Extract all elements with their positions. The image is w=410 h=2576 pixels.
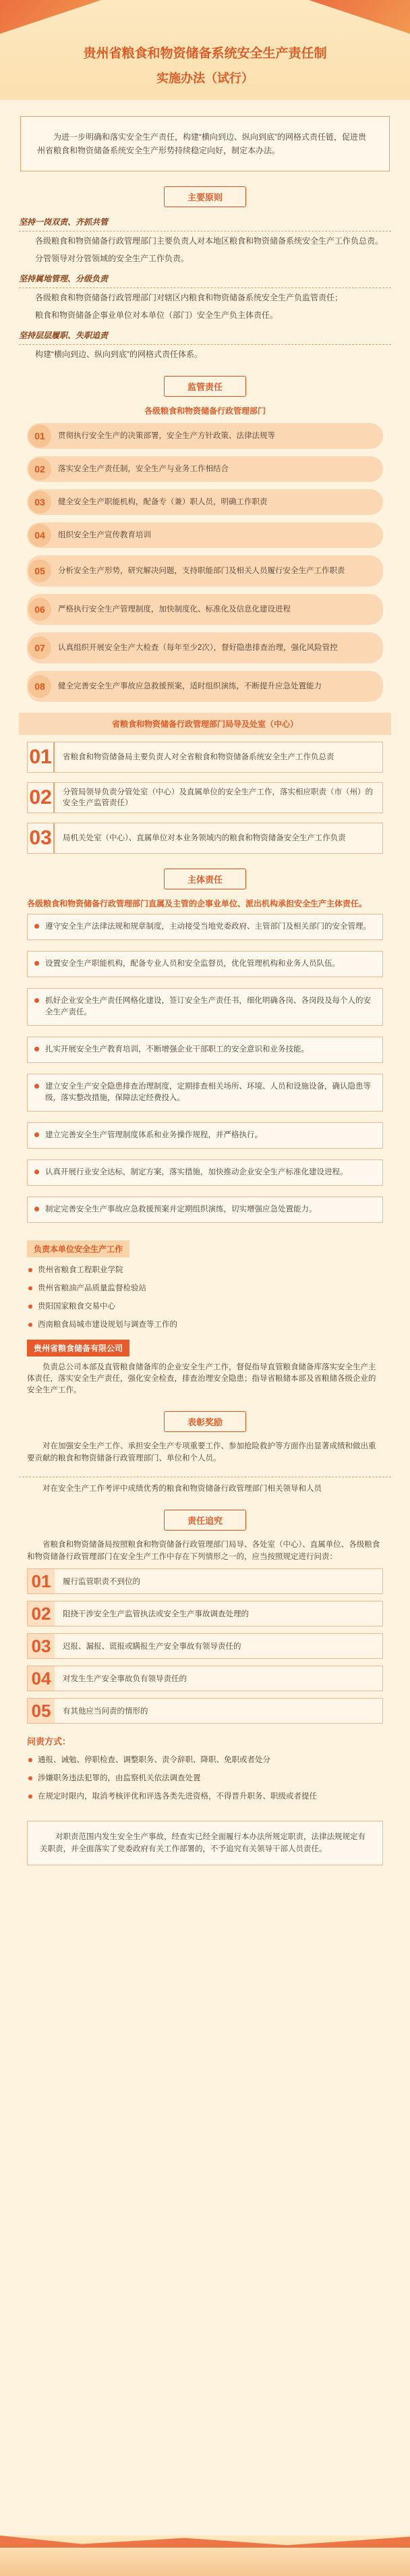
item-number: 03	[28, 491, 51, 514]
list-item: 制定完善安全生产事故应急救援预案并定期组织演练，切实增强应急处置能力。	[27, 1197, 383, 1223]
item-number: 05	[28, 1699, 55, 1723]
list-item	[27, 1568, 383, 1594]
page-title: 贵州省粮食和物资储备系统安全生产责任制	[83, 47, 327, 61]
final-note: 对职责范围内发生安全生产事故，经查实已经全面履行本办法所规定职责，法律法规规定有关职责，并全面落实了党委政府有关工作部署的，不予追究有关领导干部人员责任。	[27, 1821, 383, 1865]
awards-text: 对在加强安全生产工作、承担安全生产专项重要工作、参加抢险救护等方面作出显著成绩和做出重要贡献的粮食和物资储备行政管理部门、单位和个人员。	[27, 1442, 376, 1462]
list-item: 建立完善安全生产管理制度体系和业务操作规程，并严格执行。	[27, 1122, 383, 1149]
item-number: 01	[28, 424, 51, 447]
item-text: 对发生生产安全事故负有领导责任的	[63, 1675, 187, 1683]
list-item	[27, 423, 383, 449]
item-number: 07	[28, 636, 51, 659]
ways-list	[27, 1751, 383, 1806]
item-number: 08	[28, 675, 51, 698]
list-item	[27, 671, 383, 702]
item-text: 组织安全生产宣传教育培训	[58, 530, 151, 539]
supervision-subhead: 各级粮食和物资储备行政管理部门	[144, 406, 266, 416]
intro-box: 为进一步明确和落实安全生产责任，构建“横向到边、纵向到底”的网格式责任链，促进贵州省粮食和物资储备系统安全生产形势持续稳定向好，制定本办法。	[20, 116, 390, 171]
list-item: 在规定时限内，取消考核评优和评选各类先进资格，不得晋升职务、职级或者提任	[27, 1788, 383, 1806]
item-number: 04	[28, 524, 51, 547]
principle-item	[19, 329, 391, 361]
list-item	[27, 632, 383, 663]
main-resp-lead: 各级粮食和物资储备行政管理部门直属及主管的企事业单位、派出机构承担安全生产主体责任。	[27, 899, 368, 908]
item-text: 认真组织开展安全生产大检查（每年至少2次），督好隐患排查治理，强化风险管控	[58, 643, 338, 652]
footer-wave	[0, 2536, 410, 2548]
principle-heading: 坚持属地管理、分级负责	[19, 272, 391, 288]
item-text: 落实安全生产责任制，安全生产与业务工作相结合	[58, 464, 229, 473]
page-subtitle: 实施办法（试行）	[156, 72, 254, 85]
item-text: 履行监管职责不到位的	[63, 1578, 140, 1586]
company-box	[27, 1340, 383, 1396]
list-item	[27, 489, 383, 515]
list-item	[27, 456, 383, 482]
awards-text: 对在安全生产工作考评中成绩优秀的粮食和物资储备行政管理部门相关领导和人员	[42, 1485, 322, 1493]
ways-title: 问责方式：	[27, 1736, 71, 1747]
list-item	[27, 1601, 383, 1626]
list-item	[27, 742, 383, 773]
principle-text: 分管领导对分管领域的安全生产工作负责。	[35, 254, 189, 263]
list-item: 设置安全生产职能机构，配备专业人员和安全监督员，优化管理机构和业务人员队伍。	[27, 951, 383, 977]
section-title-principles: 主要原则	[164, 186, 246, 207]
item-text: 分管局领导负责分管处室（中心）及直属单位的安全生产工作，落实相应职责（市（州）的安全生产监管责任）	[63, 788, 373, 807]
item-text: 健全完善安全生产事故应急救援预案，适时组织演练，不断提升应急处置能力	[58, 682, 322, 690]
list-item: 涉嫌职务违法犯罪的，由监察机关依法调查处置	[27, 1770, 383, 1788]
section-title-accountability: 责任追究	[164, 1510, 246, 1531]
list-item	[27, 522, 383, 548]
list-item	[27, 823, 383, 854]
accountability-list	[27, 1568, 383, 1724]
list-item: 扎实开展安全生产教育培训，不断增强企业干部职工的安全意识和业务技能。	[27, 1037, 383, 1063]
item-text: 局机关处室（中心）、直属单位对本业务领域内的粮食和物资储备安全生产工作负责	[63, 834, 346, 842]
principle-text: 粮食和物资储备企事业单位对本单位（部门）安全生产负主体责任。	[35, 310, 279, 320]
list-item: 贵州省粮食工程职业学院	[27, 1261, 383, 1280]
list-item	[27, 594, 383, 625]
list-item: 贵阳国家粮食交易中心	[27, 1298, 383, 1316]
list-item: 西南粮食局城市建设规划与调查等工作的	[27, 1316, 383, 1334]
company-text: 负责总公司本部及直管粮食储备库的企业安全生产工作，督促指导直管粮食储备库落实安全生产主体责任，落实安全生产责任，强化安全检查，排查治理安全隐患；指导省粮储本部及省粮储各级企业的安全生产工作。	[27, 1363, 376, 1394]
units-list	[27, 1261, 383, 1334]
section-title-main-resp: 主体责任	[164, 869, 246, 889]
list-item: 遵守安全生产法律法规和规章制度，主动接受当地党委政府、主管部门及相关部门的安全管理。	[27, 914, 383, 940]
list-item	[27, 782, 383, 813]
units-tag: 负责本单位安全生产工作	[27, 1240, 129, 1257]
item-text: 迟报、漏报、谎报或瞒报生产安全事故有领导责任的	[63, 1643, 241, 1651]
item-number: 02	[28, 1601, 55, 1626]
list-item: 贵州省粮油产品质量监督检验站	[27, 1280, 383, 1298]
item-text: 分析安全生产形势，研究解决问题，支持职能部门及相关人员履行安全生产工作职责	[58, 566, 345, 575]
header-banner	[0, 0, 410, 100]
list-item: 认真开展行业安全达标，制定方案，落实措施，加快推动企业安全生产标准化建设进程。	[27, 1159, 383, 1186]
list-item: 抓好企业安全生产责任网格化建设，签订安全生产责任书，细化明确各岗、各岗段及每个人的安全生产责任。	[27, 988, 383, 1026]
item-text: 阻挠干涉安全生产监管执法或安全生产事故调查处理的	[63, 1610, 249, 1618]
item-number: 05	[28, 559, 51, 582]
item-number: 06	[28, 598, 51, 621]
supervision-list	[27, 423, 383, 702]
item-number: 01	[28, 742, 55, 772]
item-number: 04	[28, 1666, 55, 1691]
principles-list	[0, 215, 410, 361]
principle-item	[19, 215, 391, 265]
company-tag: 贵州省粮食储备有限公司	[27, 1340, 129, 1356]
main-resp-list	[27, 914, 383, 1223]
provincial-list	[27, 742, 383, 854]
list-item: 通报、诫勉、停职检查、调整职务、责令辞职、降职、免职或者处分	[27, 1751, 383, 1770]
principle-text: 构建“横向到边、纵向到底”的网格式责任体系。	[35, 350, 202, 359]
list-item	[27, 1633, 383, 1659]
principle-text: 各级粮食和物资储备行政管理部门对辖区内粮食和物资储备系统安全生产负监管责任；	[35, 293, 343, 302]
principle-heading: 坚持层层履职、失职追责	[19, 329, 391, 345]
item-text: 贯彻执行安全生产的决策部署，安全生产方针政策、法律法规等	[58, 431, 275, 440]
item-number: 01	[28, 1569, 55, 1593]
item-number: 02	[28, 783, 55, 813]
item-number: 03	[28, 823, 55, 853]
item-number: 03	[28, 1634, 55, 1658]
item-text: 严格执行安全生产管理制度，加快制度化、标准化及信息化建设进程	[58, 605, 291, 613]
item-text: 省粮食和物资储备局主要负责人对全省粮食和物资储备系统安全生产工作负总责	[63, 753, 334, 761]
list-item	[27, 1666, 383, 1691]
item-text: 有其他应当问责的情形的	[63, 1707, 148, 1716]
principle-text: 各级粮食和物资储备行政管理部门主要负责人对本地区粮食和物资储备系统安全生产工作负总责。	[35, 236, 384, 246]
item-number: 02	[28, 458, 51, 481]
principle-heading: 坚持一岗双责、齐抓共管	[19, 215, 391, 231]
section-title-awards: 表彰奖励	[164, 1411, 246, 1432]
footer-decor	[0, 2536, 410, 2576]
list-item	[27, 1698, 383, 1724]
list-item: 建立安全生产安全隐患排查治理制度，定期排查相关场所、环境、人员和设施设备，确认隐患等级，落实整改措施，保障法定经费投入。	[27, 1074, 383, 1112]
accountability-intro: 省粮食和物资储备局按照粮食和物资储备行政管理部门局导、各处室（中心）、直属单位、各级粮食和物资储备行政管理部门在安全生产工作中存在下列情形之一的，应当按照规定进行问责：	[27, 1541, 380, 1561]
item-text: 健全安全生产职能机构，配备专（兼）职人员，明确工作职责	[58, 497, 268, 506]
principle-item	[19, 272, 391, 322]
list-item	[27, 555, 383, 586]
section-title-supervision: 监管责任	[164, 376, 246, 397]
provincial-band: 省粮食和物资储备行政管理部门局导及处室（中心）	[19, 713, 391, 735]
